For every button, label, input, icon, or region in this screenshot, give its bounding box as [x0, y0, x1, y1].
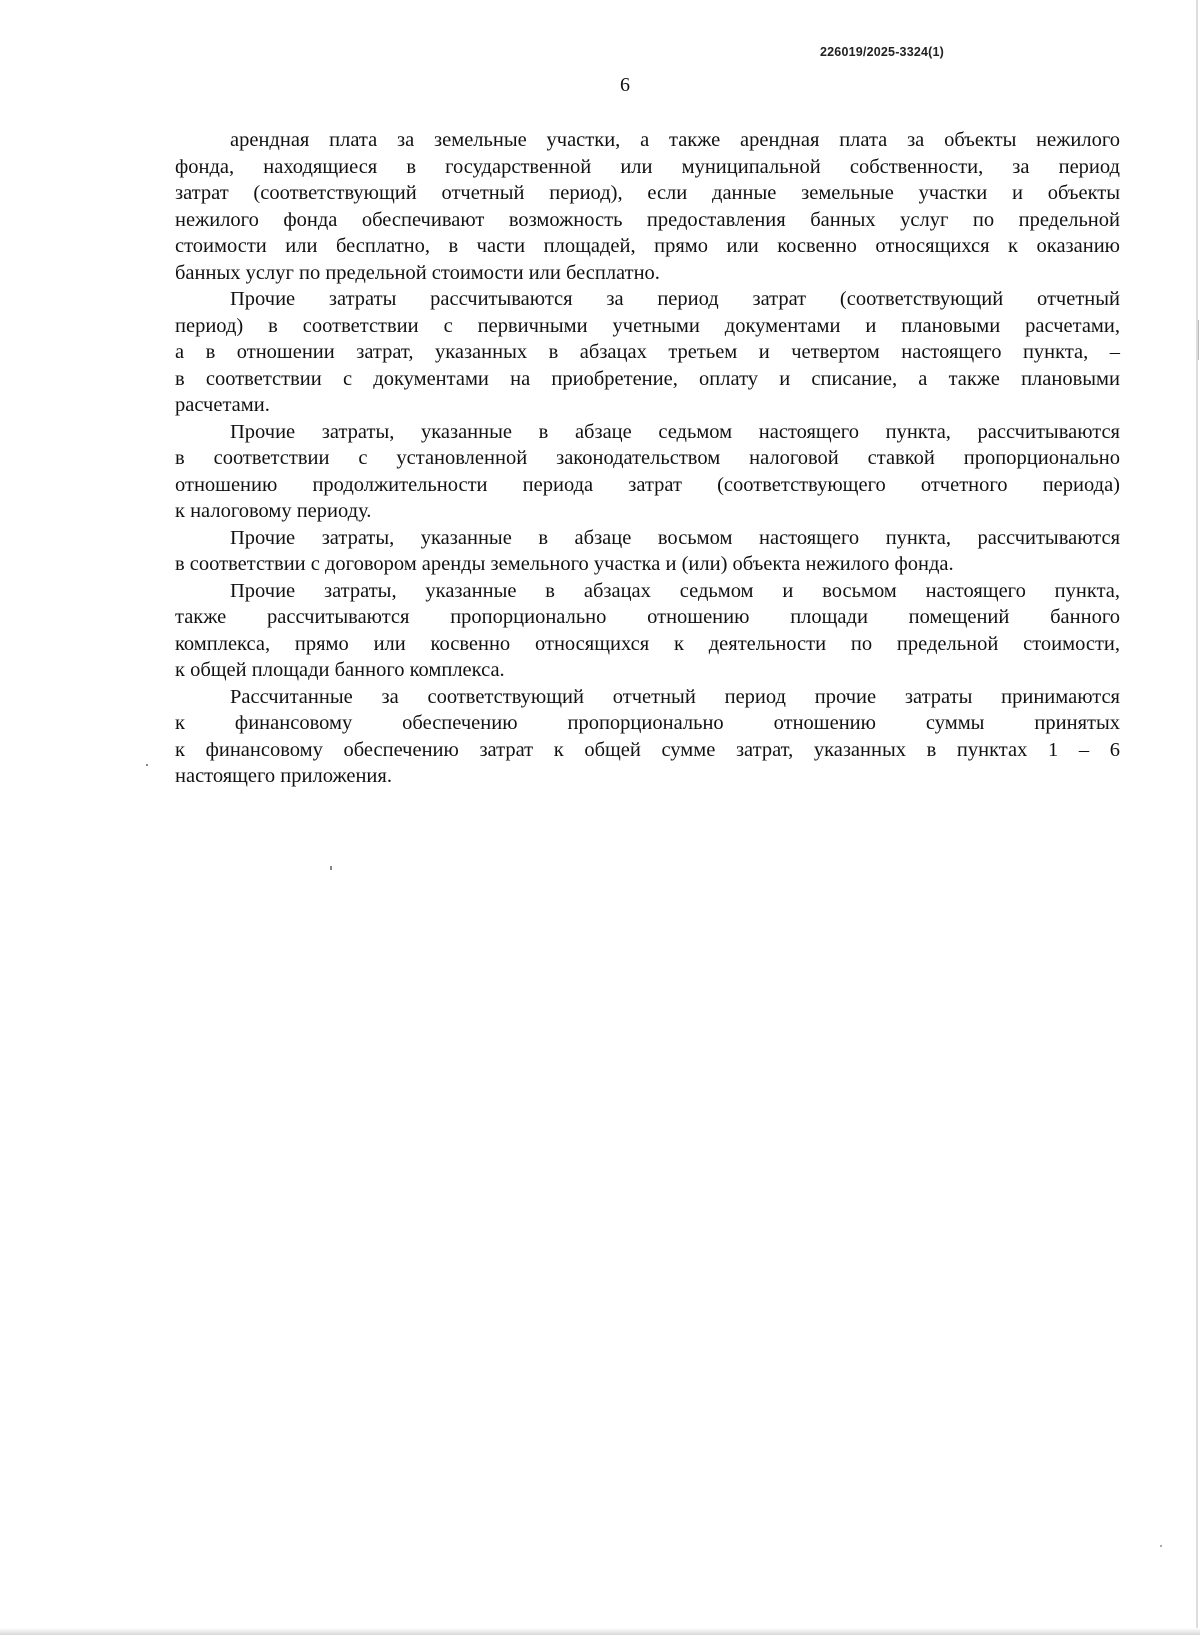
paragraph-area-proportion [175, 578, 1120, 684]
text-line: фонда, находящиеся в государственной или муниципальной собственности, за период [175, 155, 1120, 178]
scan-edge-bottom [0, 1628, 1200, 1635]
text-line: также рассчитываются пропорционально отношению площади помещений банного [175, 606, 1120, 628]
text-line: комплекса, прямо или косвенно относящихся к деятельности по предельной стоимости, [175, 632, 1120, 655]
document-body [175, 127, 1120, 790]
text-line: затрат (соответствующий отчетный период), если данные земельные участки и объекты [175, 182, 1120, 204]
text-line: к налоговому периоду. [175, 500, 372, 522]
scan-speck [146, 764, 148, 766]
text-line: банных услуг по предельной стоимости или бесплатно. [175, 261, 660, 284]
page-number: 6 [620, 74, 630, 96]
text-line: в соответствии с документами на приобретение, оплату и списание, а также плановыми [175, 367, 1120, 390]
paragraph-tax-rate [175, 419, 1120, 525]
text-line: Прочие затраты, указанные в абзаце седьмом настоящего пункта, рассчитываются [230, 420, 1120, 443]
text-line: к финансовому обеспечению пропорционально отношению суммы принятых [175, 712, 1120, 734]
text-line: настоящего приложения. [175, 765, 392, 787]
text-line: Прочие затраты, указанные в абзацах седьмом и восьмом настоящего пункта, [230, 579, 1120, 602]
paragraph-lease-agreement [175, 525, 1120, 578]
text-line: в соответствии с установленной законодательством налоговой ставкой пропорционально [175, 447, 1120, 469]
paragraph-financial-support [175, 684, 1120, 790]
text-line: нежилого фонда обеспечивают возможность предоставления банных услуг по предельной [175, 208, 1120, 231]
text-line: Прочие затраты, указанные в абзаце восьмом настоящего пункта, рассчитываются [230, 526, 1120, 549]
text-line: расчетами. [175, 394, 270, 416]
text-line: в соответствии с договором аренды земельного участка и (или) объекта нежилого фонда. [175, 553, 954, 575]
text-line: а в отношении затрат, указанных в абзацах третьем и четвертом настоящего пункта, – [175, 341, 1120, 363]
text-line: Прочие затраты рассчитываются за период затрат (соответствующий отчетный [230, 288, 1120, 310]
text-line: к финансовому обеспечению затрат к общей сумме затрат, указанных в пунктах 1 – 6 [175, 738, 1120, 761]
text-line: к общей площади банного комплекса. [175, 659, 505, 681]
scan-speck [1160, 1545, 1162, 1547]
text-line: отношению продолжительности периода затрат (соответствующего отчетного периода) [175, 473, 1120, 496]
paragraph-rent-payment [175, 127, 1120, 286]
text-line: период) в соответствии с первичными учетными документами и плановыми расчетами, [175, 314, 1120, 337]
text-line: арендная плата за земельные участки, а также арендная плата за объекты нежилого [230, 129, 1120, 151]
text-line: стоимости или бесплатно, в части площадей, прямо или косвенно относящихся к оказанию [175, 235, 1120, 257]
text-line: Рассчитанные за соответствующий отчетный период прочие затраты принимаются [230, 685, 1120, 708]
scan-speck [330, 866, 332, 870]
document-registration-number: 226019/2025-3324(1) [820, 45, 945, 59]
scan-edge-right [1196, 0, 1198, 1635]
paragraph-other-costs-calculation [175, 286, 1120, 419]
